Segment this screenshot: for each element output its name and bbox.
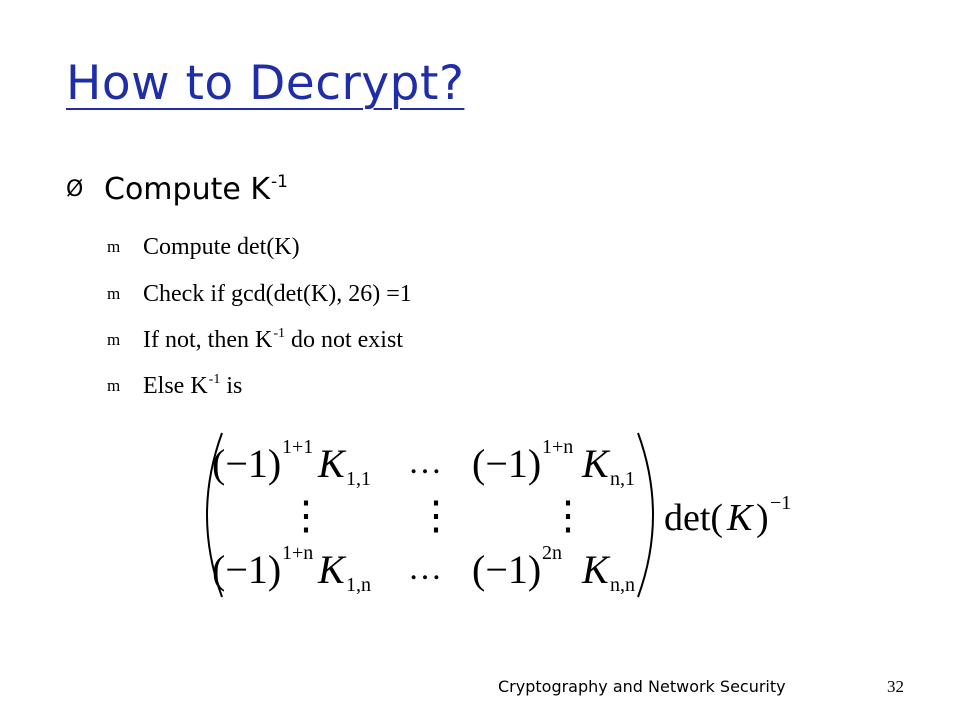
exponent: 1+n: [542, 436, 574, 458]
right-paren: [638, 433, 653, 597]
vdots: ⋮: [416, 493, 456, 538]
subbullet-compute-det: [107, 233, 301, 261]
hdots: …: [408, 444, 442, 481]
inverse-matrix-formula: [190, 425, 800, 605]
subbullet-if-not: [107, 326, 403, 354]
arrow-bullet-icon: Ø: [66, 177, 84, 202]
subscript: n,1: [610, 468, 635, 490]
vdots: ⋮: [286, 493, 326, 538]
subbullet-else: [107, 372, 242, 400]
subscript: n,n: [610, 574, 635, 596]
k-symbol: K: [318, 547, 345, 592]
square-bullet-icon: m: [107, 376, 121, 395]
subscript: 1,1: [346, 468, 371, 490]
neg-one: (−1): [212, 547, 282, 592]
footer-course-title: Cryptography and Network Security: [498, 677, 786, 696]
k-symbol: K: [318, 441, 345, 486]
k-symbol: K: [582, 441, 609, 486]
exponent: 1+1: [282, 436, 314, 458]
neg-one: (−1): [472, 441, 542, 486]
exponent: 1+n: [282, 542, 314, 564]
subbullet-text: If not, then $K^{-1}$ do not exist: [143, 326, 403, 353]
square-bullet-icon: m: [107, 330, 121, 349]
subbullet-check-gcd: [107, 280, 413, 308]
det-exponent: −1: [770, 492, 792, 514]
slide-title: How to Decrypt?: [66, 56, 465, 111]
exponent: 2n: [542, 542, 562, 564]
bullet-text: Compute $K^{-1}$: [104, 172, 288, 207]
det-close-paren: ): [756, 497, 769, 539]
subscript: 1,n: [346, 574, 371, 596]
square-bullet-icon: m: [107, 237, 121, 256]
det-k: K: [727, 497, 753, 539]
subbullet-text: Compute det(K): [143, 234, 300, 260]
subbullet-text: Check if gcd(det(K), 26) =1: [143, 281, 412, 307]
vdots: ⋮: [548, 493, 588, 538]
subbullet-text: Else $K^{-1}$ is: [143, 372, 243, 399]
page-number: 32: [887, 677, 904, 696]
neg-one: (−1): [472, 547, 542, 592]
square-bullet-icon: m: [107, 284, 121, 303]
det-text: det(: [664, 497, 724, 539]
hdots: …: [408, 550, 442, 587]
neg-one: (−1): [212, 441, 282, 486]
bullet-compute-k-inverse: [66, 172, 288, 207]
k-symbol: K: [582, 547, 609, 592]
